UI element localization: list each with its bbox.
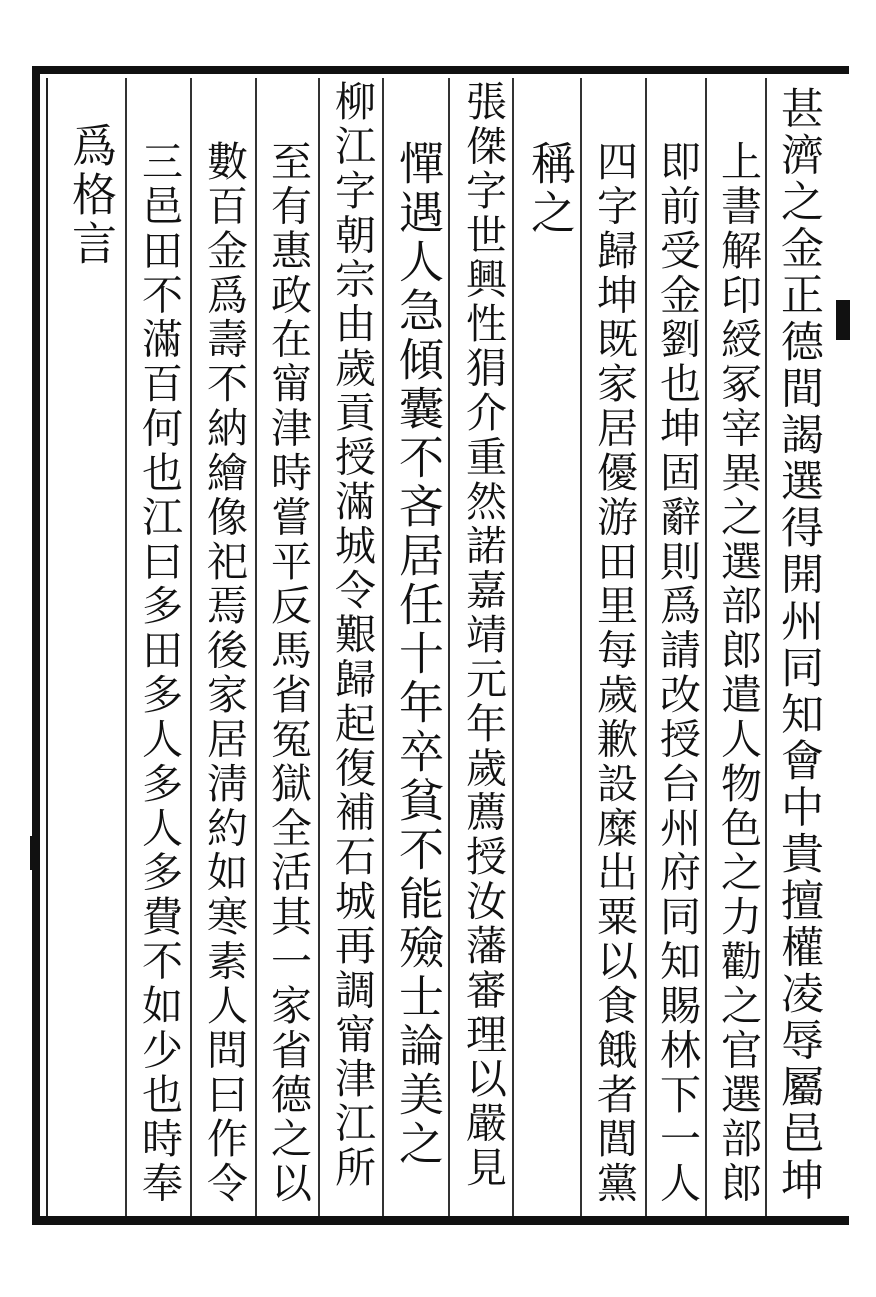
column-rule	[190, 78, 192, 1216]
frame-left-border	[32, 66, 40, 1225]
frame-bottom-border	[34, 1216, 849, 1225]
frame-inner-rule	[46, 78, 48, 1216]
text-column: 張傑字世興性狷介重然諾嘉靖元年歲薦授汝藩審理以嚴見	[459, 80, 507, 1191]
text-column: 至有惠政在甯津時嘗平反馬省冤獄全活其一家省德之以	[264, 140, 312, 1206]
text-column: 上書解印綬冢宰異之選部郎遣人物色之力勸之官選部郎	[714, 140, 762, 1206]
text-column: 四字歸坤既家居優游田里每歲歉設糜出粟以食餓者閭黨	[590, 140, 638, 1206]
column-rule	[125, 78, 127, 1216]
column-rule	[448, 78, 450, 1216]
text-column: 稱之	[523, 140, 576, 238]
frame-top-border	[34, 66, 849, 74]
text-column: 甚濟之金正德間謁選得開州同知會中貴擅權凌辱屬邑坤	[774, 86, 824, 1204]
fishtail-mark	[836, 300, 850, 340]
text-column: 柳江字朝宗由歲貢授滿城令艱歸起復補石城再調甯津江所	[328, 80, 376, 1191]
column-rule	[512, 78, 514, 1216]
text-column: 憚遇人急傾囊不吝居任十年卒貧不能殮士論美之	[391, 140, 444, 1169]
column-rule	[255, 78, 257, 1216]
column-rule	[382, 78, 384, 1216]
column-rule	[705, 78, 707, 1216]
column-rule	[318, 78, 320, 1216]
margin-tick-mark	[30, 836, 40, 870]
column-rule	[580, 78, 582, 1216]
column-rule	[645, 78, 647, 1216]
text-column: 爲格言	[64, 122, 117, 269]
text-column: 數百金爲壽不納繪像祀焉後家居淸約如寒素人問曰作令	[200, 140, 248, 1206]
text-column: 即前受金劉也坤固辭則爲請改授台州府同知賜林下一人	[653, 140, 701, 1206]
text-column: 三邑田不滿百何也江曰多田多人多人多費不如少也時奉	[135, 140, 183, 1206]
column-rule	[765, 78, 767, 1216]
